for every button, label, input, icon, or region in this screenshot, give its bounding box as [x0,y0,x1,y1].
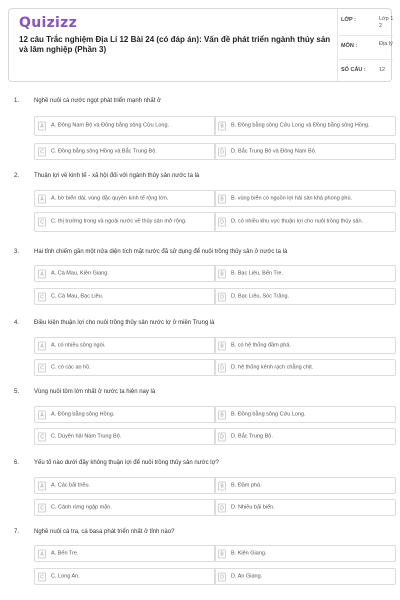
option-a[interactable] [34,190,216,207]
option-a[interactable] [34,477,216,494]
subject-label: MÔN : [341,43,358,49]
option-c[interactable] [34,143,216,160]
option-text: D. hệ thống kênh rạch chằng chịt. [231,364,314,370]
option-letter: B [218,122,226,131]
option-c[interactable] [34,359,216,376]
option-text: B. Đồng bằng sông Cửu Long. [231,411,306,417]
option-text: B. có hệ thống đầm phá. [231,342,291,348]
option-letter: C [38,218,46,227]
option-text: B. Bạc Liêu, Bến Tre. [231,270,283,276]
option-text: C. Cà Mau, Bạc Liêu. [51,293,104,299]
question-number: 4. [14,320,20,326]
count-label: SỐ CÂU : [341,67,366,73]
option-text: A. Các bãi triều. [51,482,91,488]
option-text: D. Bạc Liêu, Sóc Trăng. [231,293,290,299]
question-number: 3. [14,249,20,255]
option-a[interactable] [34,265,216,282]
option-c[interactable] [34,428,216,445]
option-a[interactable] [34,545,216,562]
option-d[interactable] [214,359,396,376]
meta-separator [339,35,393,36]
option-text: B. vùng biển có nguồn lợi hải sản khá phong phú. [231,195,353,201]
option-letter: A [38,549,46,558]
option-text: C. có các ao hồ. [51,364,91,370]
option-text: D. Bắc Trung Bộ và Đông Nam Bộ. [231,148,317,154]
option-text: D. An Giang. [231,573,263,579]
option-letter: C [38,432,46,441]
option-letter: B [218,341,226,350]
option-d[interactable] [214,568,396,585]
option-c[interactable] [34,212,216,232]
option-letter: A [38,410,46,419]
option-letter: B [218,549,226,558]
option-text: A. có nhiều sông ngòi. [51,342,106,348]
option-d[interactable] [214,212,396,232]
option-text: A. Đông Nam Bộ và Đồng bằng sông Cửu Long. [51,122,170,129]
option-letter: C [38,363,46,372]
question-number: 1. [14,98,20,104]
question-number: 7. [14,529,20,535]
option-letter: B [218,269,226,278]
option-letter: B [218,194,226,203]
option-text: A. bờ biển dài, vùng đặc quyền kinh tế rộng lớn. [51,195,169,201]
option-b[interactable] [214,545,396,562]
option-letter: A [38,194,46,203]
option-text: B. Đồng bằng sông Cửu Long và Đồng bằng sông Hồng. [231,122,370,129]
option-letter: D [218,292,226,301]
option-text: D. Nhiều bãi biển. [231,504,275,510]
option-letter: A [38,269,46,278]
option-b[interactable] [214,337,396,354]
quizizz-logo[interactable]: Quizizz [19,15,78,31]
worksheet-header [8,8,392,82]
option-b[interactable] [214,477,396,494]
option-letter: D [218,572,226,581]
option-a[interactable] [34,406,216,423]
option-letter: A [38,341,46,350]
option-text: C. Duyên hải Nam Trung Bộ. [51,433,122,439]
option-letter: D [218,218,226,227]
option-letter: C [38,292,46,301]
option-text: A. Đồng bằng sông Hồng. [51,411,115,417]
option-d[interactable] [214,143,396,160]
option-text: D. có nhiều khu vực thuận lợi cho nuôi trồng thủy sản. [231,218,364,225]
option-c[interactable] [34,499,216,516]
option-d[interactable] [214,428,396,445]
option-text: D. Bắc Trung Bộ. [231,433,273,439]
question-text: Điều kiện thuận lợi cho nuôi trồng thủy sản nước lợ ở miền Trung là [34,320,215,326]
question-text: Yếu tố nào dưới đây không thuận lợi để nuôi trồng thủy sản nước lợ? [34,460,219,466]
option-letter: D [218,147,226,156]
option-text: C. Long An. [51,573,80,579]
subject-value: Địa lý [379,41,393,47]
question-number: 2. [14,173,20,179]
question-text: Nghề nuôi cá tra, cá basa phát triển nhất ở tỉnh nào? [34,529,175,535]
question-number: 5. [14,389,20,395]
option-b[interactable] [214,190,396,207]
option-b[interactable] [214,116,396,136]
question-text: Hai tỉnh chiếm gần một nửa diện tích mặt nước đã sử dụng để nuôi trồng thủy sản ở nước ta là [34,249,288,255]
option-b[interactable] [214,265,396,282]
option-text: B. Kiên Giang. [231,550,267,556]
option-text: A. Bến Tre. [51,550,79,556]
option-d[interactable] [214,288,396,305]
worksheet-title: 12 câu Trắc nghiệm Địa Lí 12 Bài 24 (có đáp án): Vấn đề phát triển ngành thủy sản và lâm nghiệp (Phần 3) [19,35,331,54]
option-c[interactable] [34,568,216,585]
option-text: C. Cánh rừng ngập mặn. [51,504,112,510]
question-text: Thuận lợi về kinh tế - xã hội đối với ngành thủy sản nước ta là [34,173,200,179]
class-label: LỚP : [341,17,356,23]
option-a[interactable] [34,116,216,136]
option-letter: C [38,147,46,156]
option-letter: D [218,432,226,441]
meta-separator [339,59,393,60]
question-text: Nghề nuôi cá nước ngọt phát triển mạnh nhất ở [34,98,161,104]
question-number: 6. [14,460,20,466]
option-text: B. Đầm phá. [231,482,262,488]
option-text: A. Cà Mau, Kiên Giang. [51,270,109,276]
option-b[interactable] [214,406,396,423]
option-letter: B [218,410,226,419]
option-d[interactable] [214,499,396,516]
option-text: C. Đồng bằng sông Hồng và Bắc Trung Bộ. [51,148,157,154]
option-letter: B [218,481,226,490]
question-text: Vùng nuôi tôm lớn nhất ở nước ta hiện nay là [34,389,156,395]
option-letter: D [218,363,226,372]
option-c[interactable] [34,288,216,305]
meta-divider [337,9,338,81]
option-letter: C [38,503,46,512]
count-value: 12 [379,67,386,73]
option-text: C. thị trường trong và ngoài nước về thủy sản mở rộng. [51,218,187,225]
option-letter: D [218,503,226,512]
option-letter: A [38,481,46,490]
option-a[interactable] [34,337,216,354]
option-letter: C [38,572,46,581]
class-value: Lớp 12 [379,16,394,29]
option-letter: A [38,122,46,131]
